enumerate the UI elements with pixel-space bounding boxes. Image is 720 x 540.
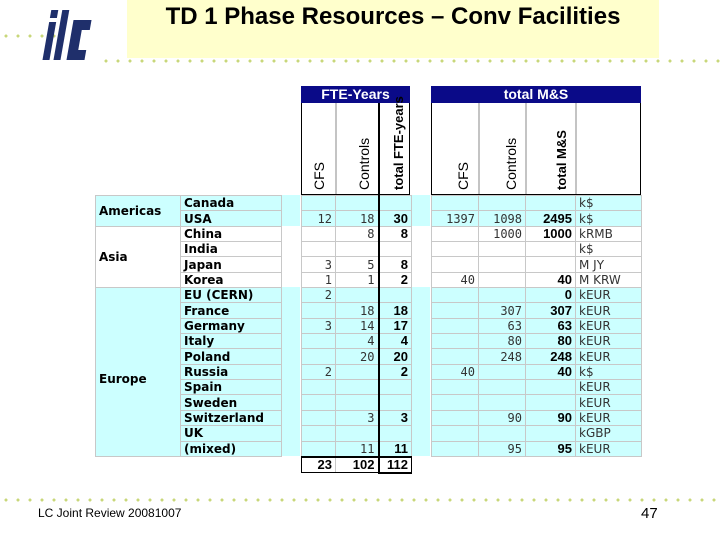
fte-cell bbox=[302, 334, 336, 349]
fte-cell: 2 bbox=[302, 364, 336, 379]
currency-unit: kEUR bbox=[576, 395, 642, 410]
fte-cell bbox=[302, 380, 336, 395]
currency-unit: kGBP bbox=[576, 426, 642, 441]
ms-cell: 90 bbox=[479, 410, 526, 425]
ms-cell bbox=[432, 441, 479, 456]
ms-total-cell: 0 bbox=[526, 288, 576, 303]
ms-cell bbox=[479, 395, 526, 410]
ms-cell bbox=[479, 196, 526, 211]
ms-cell bbox=[432, 242, 479, 257]
fte-cell bbox=[302, 226, 336, 241]
country-uk: UK bbox=[181, 426, 282, 441]
ms-cell: 1397 bbox=[432, 211, 479, 226]
ms-total-cell: 63 bbox=[526, 318, 576, 333]
fte-column-headers bbox=[301, 96, 410, 195]
ms-total-cell bbox=[526, 242, 576, 257]
fte-cell: 1 bbox=[302, 272, 336, 287]
page-number: 47 bbox=[641, 505, 658, 522]
gap-column bbox=[281, 195, 300, 226]
country-china: China bbox=[181, 226, 282, 241]
ms-cell: 1098 bbox=[479, 211, 526, 226]
region-country-table bbox=[95, 195, 282, 457]
fte-col-controls: Controls bbox=[356, 137, 372, 190]
ms-total-cell bbox=[526, 257, 576, 272]
ms-total-cell: 40 bbox=[526, 272, 576, 287]
ms-cell bbox=[479, 242, 526, 257]
fte-total-cell: 17 bbox=[379, 318, 412, 333]
country-india: India bbox=[181, 242, 282, 257]
ms-total-cell: 95 bbox=[526, 441, 576, 456]
currency-unit: M JY bbox=[576, 257, 642, 272]
fte-cell: 11 bbox=[336, 441, 379, 457]
currency-unit: kEUR bbox=[576, 441, 642, 456]
fte-total-cell bbox=[379, 288, 412, 303]
ms-cell bbox=[479, 272, 526, 287]
fte-cell bbox=[302, 410, 336, 425]
ms-col-controls: Controls bbox=[503, 137, 519, 190]
country-spain: Spain bbox=[181, 380, 282, 395]
country-germany: Germany bbox=[181, 318, 282, 333]
fte-cell bbox=[302, 395, 336, 410]
country-sweden: Sweden bbox=[181, 395, 282, 410]
fte-total-cell: 3 bbox=[379, 410, 412, 425]
fte-total-cell: 18 bbox=[379, 303, 412, 318]
fte-total-cell: 8 bbox=[379, 226, 412, 241]
ms-cell bbox=[432, 303, 479, 318]
gap-column bbox=[281, 287, 300, 456]
ms-cell bbox=[432, 426, 479, 441]
ms-total-cell bbox=[526, 380, 576, 395]
ms-cell: 40 bbox=[432, 272, 479, 287]
currency-unit: M KRW bbox=[576, 272, 642, 287]
total-fte-years: 112 bbox=[379, 457, 412, 473]
currency-unit: kEUR bbox=[576, 303, 642, 318]
country-russia: Russia bbox=[181, 364, 282, 379]
currency-unit: k$ bbox=[576, 211, 642, 226]
total-fte-controls: 102 bbox=[336, 457, 379, 473]
fte-cell: 12 bbox=[302, 211, 336, 226]
fte-cell: 1 bbox=[336, 272, 379, 287]
ms-total-cell: 80 bbox=[526, 334, 576, 349]
fte-cell: 8 bbox=[336, 226, 379, 241]
currency-unit: k$ bbox=[576, 196, 642, 211]
fte-cell: 3 bbox=[302, 318, 336, 333]
ms-cell bbox=[432, 334, 479, 349]
totals-row bbox=[302, 457, 412, 473]
ms-cell: 40 bbox=[432, 364, 479, 379]
fte-total-cell bbox=[379, 426, 412, 441]
fte-cell bbox=[336, 364, 379, 379]
region-europe: Europe bbox=[96, 288, 181, 457]
ms-cell bbox=[432, 349, 479, 364]
fte-total-cell: 2 bbox=[379, 364, 412, 379]
fte-cell bbox=[336, 426, 379, 441]
fte-cell bbox=[336, 395, 379, 410]
region-asia: Asia bbox=[96, 226, 181, 287]
currency-unit: kEUR bbox=[576, 410, 642, 425]
footer-text: LC Joint Review 20081007 bbox=[38, 506, 182, 520]
ms-cell bbox=[432, 257, 479, 272]
country-switzerland: Switzerland bbox=[181, 410, 282, 425]
country-usa: USA bbox=[181, 211, 282, 226]
country-japan: Japan bbox=[181, 257, 282, 272]
ms-total-cell bbox=[526, 426, 576, 441]
fte-cell: 18 bbox=[336, 211, 379, 226]
ms-cell: 307 bbox=[479, 303, 526, 318]
fte-cell bbox=[336, 288, 379, 303]
country-mixed: (mixed) bbox=[181, 441, 282, 456]
fte-cell bbox=[336, 242, 379, 257]
fte-cell: 4 bbox=[336, 334, 379, 349]
fte-cell bbox=[302, 303, 336, 318]
ms-cell bbox=[432, 318, 479, 333]
fte-cell: 2 bbox=[302, 288, 336, 303]
fte-total-cell bbox=[379, 196, 412, 211]
currency-unit: kRMB bbox=[576, 226, 642, 241]
ms-cell bbox=[432, 410, 479, 425]
ms-cell: 1000 bbox=[479, 226, 526, 241]
ms-total-cell: 2495 bbox=[526, 211, 576, 226]
ms-cell bbox=[479, 380, 526, 395]
top-dotted-line bbox=[100, 59, 720, 63]
ms-cell bbox=[479, 364, 526, 379]
ms-cell bbox=[432, 196, 479, 211]
fte-total-cell: 4 bbox=[379, 334, 412, 349]
ms-cell: 80 bbox=[479, 334, 526, 349]
fte-cell: 5 bbox=[336, 257, 379, 272]
country-eu-cern: EU (CERN) bbox=[181, 288, 282, 303]
bottom-dotted-line bbox=[0, 498, 720, 502]
ms-total-cell bbox=[526, 196, 576, 211]
ilc-logo-icon bbox=[42, 6, 98, 62]
fte-total-cell: 2 bbox=[379, 272, 412, 287]
fte-cell bbox=[302, 441, 336, 457]
total-ms-table bbox=[431, 195, 642, 457]
currency-unit: kEUR bbox=[576, 334, 642, 349]
fte-total-cell bbox=[379, 380, 412, 395]
country-poland: Poland bbox=[181, 349, 282, 364]
ms-cell bbox=[479, 426, 526, 441]
currency-unit: k$ bbox=[576, 364, 642, 379]
country-canada: Canada bbox=[181, 196, 282, 211]
fte-total-cell: 11 bbox=[379, 441, 412, 457]
fte-total-cell: 30 bbox=[379, 211, 412, 226]
fte-years-header: FTE-Years bbox=[301, 86, 410, 103]
ms-cell bbox=[479, 257, 526, 272]
ms-col-total: total M&S bbox=[554, 130, 569, 190]
fte-total-cell: 8 bbox=[379, 257, 412, 272]
ms-cell bbox=[432, 226, 479, 241]
fte-cell: 3 bbox=[336, 410, 379, 425]
fte-cell: 18 bbox=[336, 303, 379, 318]
total-fte-cfs: 23 bbox=[302, 457, 336, 473]
slide-title: TD 1 Phase Resources – Conv Facilities bbox=[165, 3, 621, 30]
fte-cell bbox=[302, 426, 336, 441]
country-italy: Italy bbox=[181, 334, 282, 349]
currency-unit: kEUR bbox=[576, 318, 642, 333]
ms-total-cell: 1000 bbox=[526, 226, 576, 241]
currency-unit: kEUR bbox=[576, 349, 642, 364]
ms-total-cell: 248 bbox=[526, 349, 576, 364]
fte-years-table bbox=[301, 195, 412, 474]
ms-column-headers bbox=[431, 103, 641, 195]
ms-cell bbox=[432, 288, 479, 303]
ms-col-cfs: CFS bbox=[455, 162, 471, 190]
ms-cell: 63 bbox=[479, 318, 526, 333]
currency-unit: kEUR bbox=[576, 380, 642, 395]
fte-cell: 14 bbox=[336, 318, 379, 333]
ms-total-cell bbox=[526, 395, 576, 410]
country-france: France bbox=[181, 303, 282, 318]
ms-cell: 248 bbox=[479, 349, 526, 364]
currency-unit: kEUR bbox=[576, 288, 642, 303]
fte-cell bbox=[336, 380, 379, 395]
ms-cell bbox=[432, 395, 479, 410]
ms-total-cell: 90 bbox=[526, 410, 576, 425]
fte-total-cell: 20 bbox=[379, 349, 412, 364]
fte-col-cfs: CFS bbox=[311, 162, 327, 190]
ms-cell bbox=[432, 380, 479, 395]
fte-cell bbox=[302, 196, 336, 211]
region-americas: Americas bbox=[96, 196, 181, 227]
total-ms-header: total M&S bbox=[431, 86, 641, 103]
ms-total-cell: 307 bbox=[526, 303, 576, 318]
fte-cell bbox=[302, 242, 336, 257]
fte-cell bbox=[336, 196, 379, 211]
gap-column bbox=[411, 195, 430, 226]
fte-cell: 3 bbox=[302, 257, 336, 272]
fte-total-cell bbox=[379, 242, 412, 257]
country-korea: Korea bbox=[181, 272, 282, 287]
ms-total-cell: 40 bbox=[526, 364, 576, 379]
fte-cell: 20 bbox=[336, 349, 379, 364]
fte-cell bbox=[302, 349, 336, 364]
fte-col-total: total FTE-years bbox=[391, 96, 406, 190]
fte-total-cell bbox=[379, 395, 412, 410]
ms-cell bbox=[479, 288, 526, 303]
gap-column bbox=[411, 287, 430, 456]
ms-cell: 95 bbox=[479, 441, 526, 456]
currency-unit: k$ bbox=[576, 242, 642, 257]
